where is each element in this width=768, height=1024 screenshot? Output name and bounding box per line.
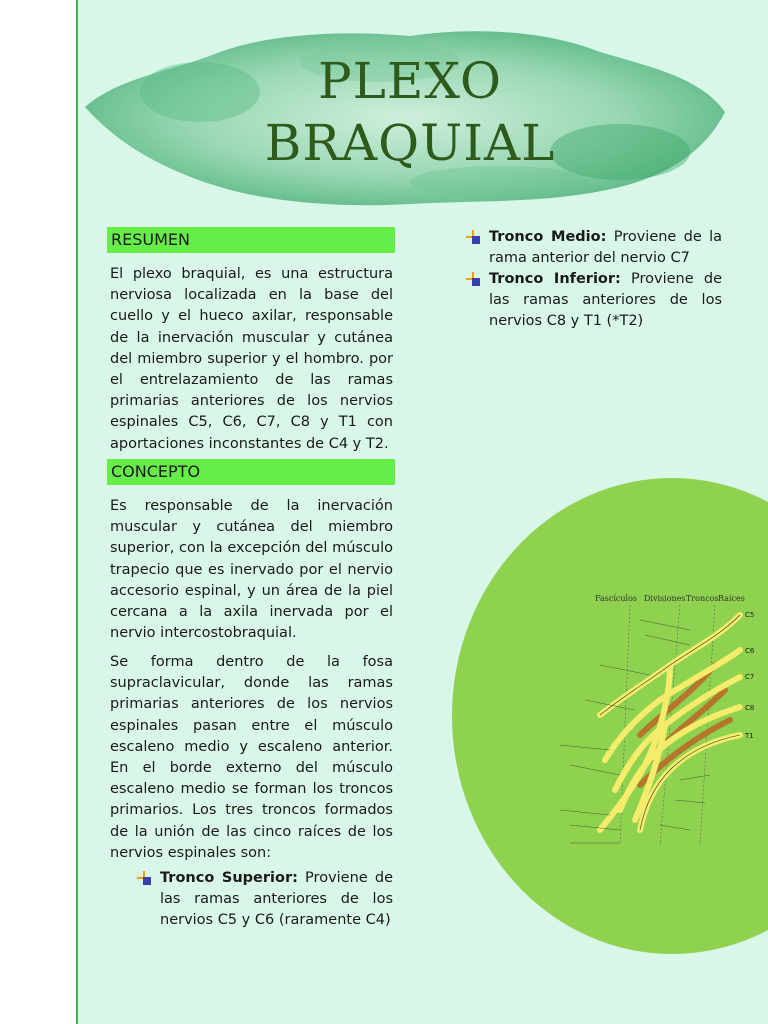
page-title <box>160 50 660 174</box>
title-line-2: BRAQUIAL <box>264 114 556 172</box>
bullet-cross-icon <box>465 271 481 287</box>
diagram-root-t1: T1 <box>745 732 754 740</box>
diagram-root-c8: C8 <box>745 704 755 712</box>
diagram-header-raices: Raíces <box>718 594 745 603</box>
tronco-medio-label: Tronco Medio: <box>489 229 607 245</box>
diagram-root-c6: C6 <box>745 647 755 655</box>
diagram-root-c5: C5 <box>745 611 755 619</box>
tronco-superior-item <box>160 868 393 932</box>
brachial-plexus-diagram <box>540 585 768 875</box>
bullet-cross-icon <box>465 229 481 245</box>
diagram-root-c7: C7 <box>745 673 755 681</box>
diagram-header-divisiones: Divisiones <box>644 594 686 603</box>
diagram-header-troncos: Troncos <box>686 594 719 603</box>
concepto-paragraph-2: Se forma dentro de la fosa supraclavicular, donde las ramas primarias anteriores de los nervios espinales pasan entre el músculo escaleno medio y escaleno anterior. En el borde externo del músculo escaleno medio se forman los troncos primarios. Los tres troncos formados de la unión de las cinco raíces de los nervios espinales son: <box>110 654 393 861</box>
title-line-1: PLEXO <box>317 52 503 110</box>
side-strip <box>0 0 78 1024</box>
resumen-text: El plexo braquial, es una estructura nerviosa localizada en la base del cuello y el hueco axilar, responsable de la inervación muscular y cutánea del miembro superior y el hombro. por el entrelazamiento de las ramas primarias anteriores de los nervios espinales C5, C6, C7, C8 y T1 con aportaciones inconstantes de C4 y T2. <box>110 266 393 452</box>
tronco-medio-text: Proviene de la rama anterior del nervio C7 <box>489 229 722 267</box>
tronco-medio-item <box>489 227 722 269</box>
bullet-cross-icon <box>136 870 152 886</box>
tronco-superior-text: Proviene de las ramas anteriores de los nervios C5 y C6 (raramente C4) <box>160 870 393 929</box>
diagram-header-fasciculos: Fascículos <box>595 594 638 603</box>
tronco-inferior-label: Tronco Inferior: <box>489 271 621 287</box>
concepto-paragraph-1: Es responsable de la inervación muscular y cutánea del miembro superior, con la excepción del músculo trapecio que es inervado por el nervio accesorio espinal, y un área de la piel cercana a la axila inervada por el nervio intercostobraquial. <box>110 498 393 642</box>
tronco-inferior-text: Proviene de las ramas anteriores de los nervios C8 y T1 (*T2) <box>489 271 722 330</box>
tronco-superior-label: Tronco Superior: <box>160 870 298 886</box>
concepto-heading: CONCEPTO <box>107 459 395 485</box>
resumen-heading: RESUMEN <box>107 227 395 253</box>
tronco-inferior-item <box>489 269 722 333</box>
